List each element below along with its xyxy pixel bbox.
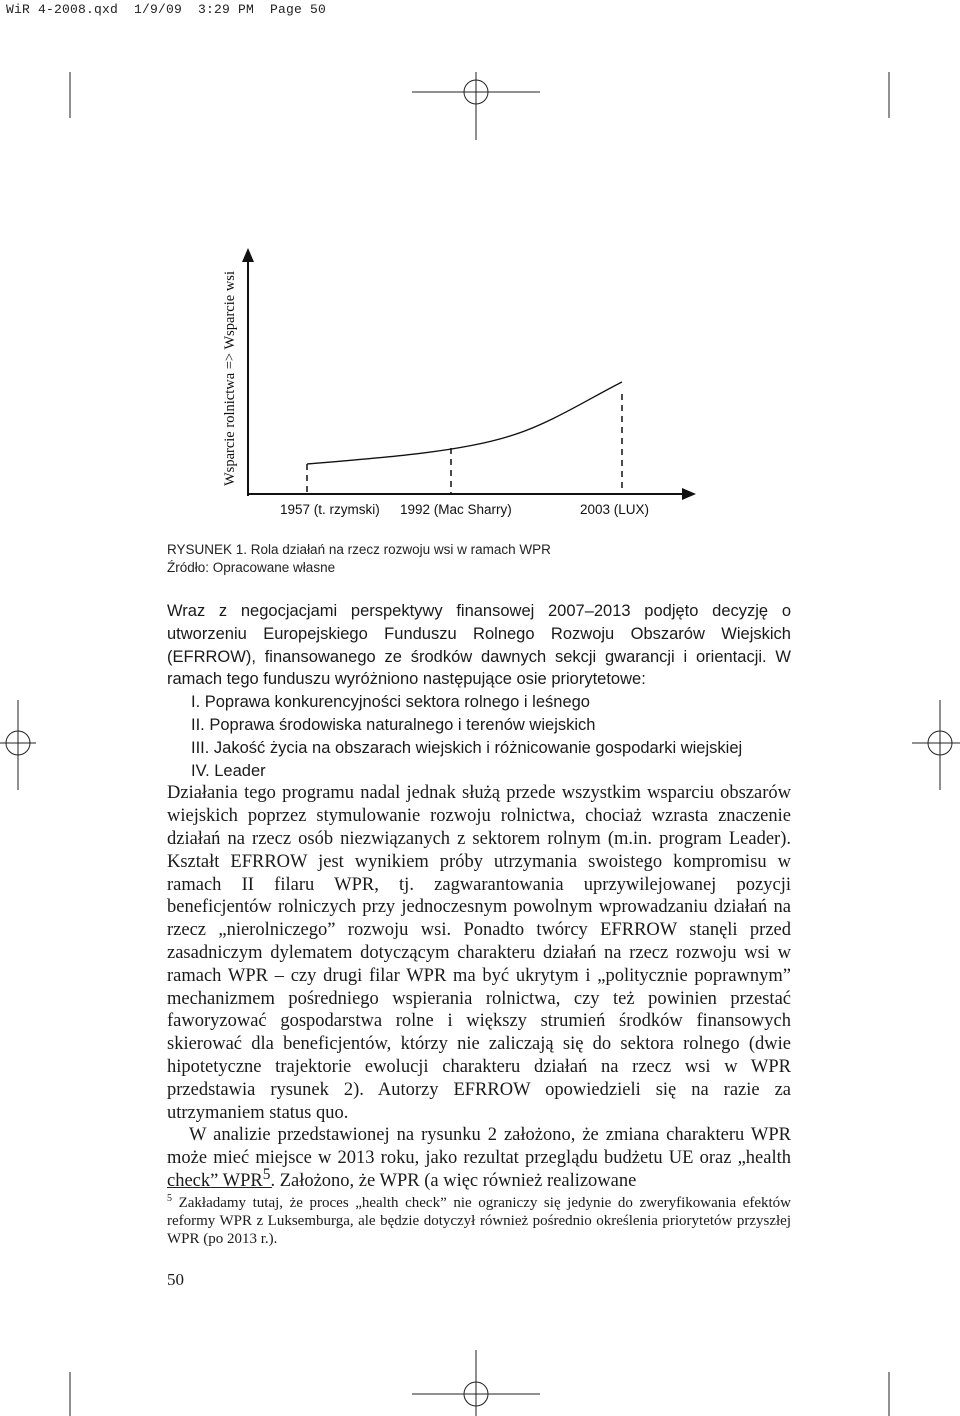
figure-caption — [167, 541, 551, 577]
x-axis-arrow — [682, 488, 696, 500]
footnote — [167, 1194, 791, 1248]
print-slug: WiR 4-2008.qxd 1/9/09 3:29 PM Page 50 — [6, 2, 327, 17]
period-dividers — [307, 394, 622, 493]
figure-1-chart — [210, 248, 710, 524]
priority-axis-3: III. Jakość życia na obszarach wiejskich i różnicowanie gospodarki wiejskiej — [191, 738, 743, 757]
footnote-text: Zakładamy tutaj, że proces „health check” nie ograniczy się jedynie do zweryfikowania efektów reformy WPR z Luksemburga, ale będzie dotyczył również pośrednio określenia priorytetów przyszłej WPR (po 2013 r.). — [167, 1195, 791, 1247]
footnote-rule — [167, 1187, 272, 1188]
priority-axis-4: IV. Leader — [191, 761, 266, 780]
body-text — [167, 600, 791, 1193]
y-axis-arrow — [242, 248, 254, 262]
x-annotation-2003: 2003 (LUX) — [580, 502, 650, 517]
x-annotation-1992: 1992 (Mac Sharry) — [400, 502, 512, 517]
priority-axis-1: I. Poprawa konkurencyjności sektora rolnego i leśnego — [191, 693, 590, 712]
figure-source: Źródło: Opracowane własne — [167, 560, 336, 575]
axes — [242, 248, 696, 500]
trend-curve — [307, 382, 622, 464]
intro-paragraph: Wraz z negocjacjami perspektywy finansowej 2007–2013 podjęto decyzję o utworzeniu Europejskiego Funduszu Rolnego Rozwoju Obszarów Wiejskich (EFRROW), finansowanego ze środków dawnych sekcji gwarancji i orientacji. W ramach tego funduszu wyróżniono następujące osie priorytetowe: — [167, 602, 791, 689]
page-number: 50 — [167, 1270, 184, 1289]
paragraph-2 — [167, 1124, 791, 1192]
paragraph-2-tail: . Założono, że WPR (a więc również realizowane — [270, 1170, 637, 1191]
priority-axis-2: II. Poprawa środowiska naturalnego i terenów wiejskich — [191, 715, 596, 734]
paragraph-2-text: W analizie przedstawionej na rysunku 2 założono, że zmiana charakteru WPR może mieć miejsce w 2013 roku, jako rezultat przeglądu budżetu UE oraz „health check” WPR — [167, 1125, 791, 1191]
paragraph-1: Działania tego programu nadal jednak służą przede wszystkim wsparciu obszarów wiejskich poprzez stymulowanie rozwoju rolnictwa, chociaż wzrasta znaczenie działań na rzecz osób niezwiązanych z sektorem rolnym (m.in. program Leader). Kształt EFRROW jest wynikiem próby utrzymania swoistego kompromisu w ramach II filaru WPR, tj. zagwarantowania uprzywilejowanej pozycji beneficjentów rolniczych przy jednoczesnym powolnym wprowadzaniu działań na rzecz „nierolniczego” rozwoju wsi. Ponadto twórcy EFRROW stanęli przed zasadniczym dylematem dotyczącym charakteru działań na rzecz rozwoju wsi w ramach WPR – czy drugi filar WPR ma być ukrytym i „politycznie poprawnym” mechanizmem pośredniego wspierania rolnictwa, czy też powinien przestać faworyzować gospodarstwa rolne i większy strumień środków finansowych skierować dla beneficjentów, którzy nie zaliczają się do sektora rolnego (dwie hipotetyczne trajektorie ewolucji charakteru działań na rzecz wsi w WPR przedstawia rysunek 2). Autorzy EFRROW opowiedzieli się na razie za utrzymaniem status quo. — [167, 783, 791, 1123]
footnote-ref: 5 — [262, 1165, 271, 1183]
footnote-number: 5 — [167, 1193, 172, 1204]
y-axis-label: Wsparcie rolnictwa => Wsparcie wsi — [222, 271, 238, 486]
x-annotation-1957: 1957 (t. rzymski) — [280, 502, 380, 517]
figure-title: RYSUNEK 1. Rola działań na rzecz rozwoju wsi w ramach WPR — [167, 542, 551, 557]
